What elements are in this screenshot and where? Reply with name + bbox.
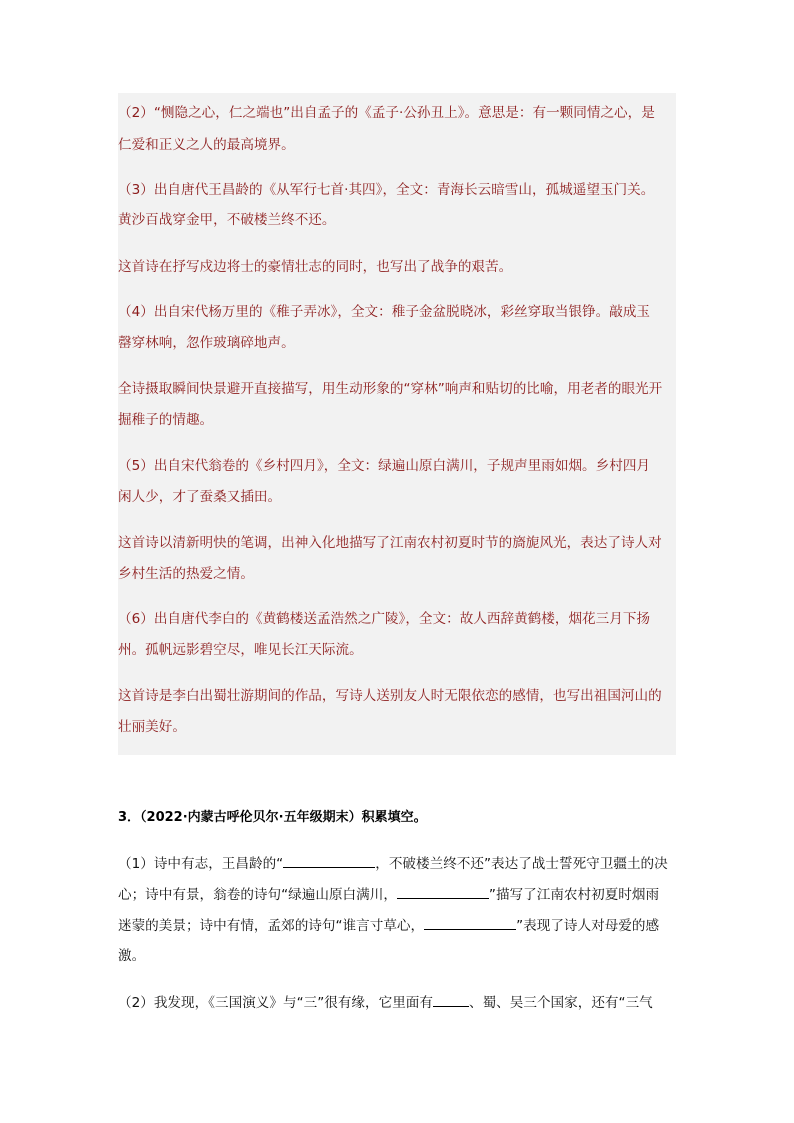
text-segment: 、蜀、吴三个国家，还有“三气 [469, 995, 653, 1011]
answer-item-6-note-2: 壮丽美好。 [118, 719, 186, 735]
question-3-title: 3．（2022·内蒙古呼伦贝尔·五年级期末）积累填空。 [118, 810, 427, 825]
text-segment: 迷蒙的美景；诗中有情，孟郊的诗句“谁言寸草心， [118, 918, 425, 934]
question-3-part-1-line-1 [118, 853, 668, 874]
answer-item-3-note: 这首诗在抒写戍边将士的豪情壮志的同时，也写出了战争的艰苦。 [118, 259, 513, 275]
answer-item-5-line-1: （5）出自宋代翁卷的《乡村四月》，全文：绿遍山原白满川，子规声里雨如烟。乡村四月 [118, 458, 651, 474]
text-segment: ，不破楼兰终不还”表达了战士誓死守卫疆土的决 [375, 856, 668, 872]
answer-blank-3[interactable] [424, 915, 516, 930]
answer-item-2-line-1: （2）“恻隐之心，仁之端也”出自孟子的《孟子·公孙丑上》。意思是：有一颗同情之心，是 [118, 105, 655, 121]
question-3-part-1-line-3 [118, 915, 659, 936]
text-segment: ”表现了诗人对母爱的感 [516, 918, 660, 934]
text-segment: （1）诗中有志，王昌龄的“ [118, 856, 284, 872]
answer-blank-2[interactable] [397, 884, 489, 899]
answer-item-5-line-2: 闲人少，才了蚕桑又插田。 [118, 489, 282, 505]
answer-item-6-note-1: 这首诗是李白出蜀壮游期间的作品，写诗人送别友人时无限依恋的感情，也写出祖国河山的 [118, 688, 662, 704]
answer-blank-1[interactable] [283, 853, 375, 868]
answer-item-4-line-2: 罄穿林响，忽作玻璃碎地声。 [118, 335, 295, 351]
text-segment: ”描写了江南农村初夏时烟雨 [488, 887, 660, 903]
answer-item-6-line-2: 州。孤帆远影碧空尽，唯见长江天际流。 [118, 642, 363, 658]
answer-item-2-line-2: 仁爱和正义之人的最高境界。 [118, 137, 295, 153]
question-3-part-2-line-1 [118, 992, 653, 1013]
answer-item-3-line-1: （3）出自唐代王昌龄的《从军行七首·其四》，全文：青海长云暗雪山，孤城遥望玉门关。 [118, 182, 655, 198]
answer-item-4-note-1: 全诗摄取瞬间快景避开直接描写，用生动形象的“穿林”响声和贴切的比喻，用老者的眼光开 [118, 381, 663, 397]
text-segment: 心；诗中有景，翁卷的诗句“绿遍山原白满川， [118, 887, 397, 903]
answer-item-5-note-2: 乡村生活的热爱之情。 [118, 566, 254, 582]
answer-item-3-line-2: 黄沙百战穿金甲，不破楼兰终不还。 [118, 212, 336, 228]
answer-item-4-line-1: （4）出自宋代杨万里的《稚子弄冰》，全文：稚子金盆脱晓冰，彩丝穿取当银铮。敲成玉 [118, 304, 651, 320]
text-segment: （2）我发现，《三国演义》与“三”很有缘，它里面有 [118, 995, 433, 1011]
answer-item-6-line-1: （6）出自唐代李白的《黄鹤楼送孟浩然之广陵》，全文：故人西辞黄鹤楼，烟花三月下扬 [118, 611, 651, 627]
question-3-part-1-line-2 [118, 884, 659, 905]
answer-item-4-note-2: 掘稚子的情趣。 [118, 412, 214, 428]
answer-blank-4[interactable] [433, 992, 469, 1007]
answer-item-5-note-1: 这首诗以清新明快的笔调，出神入化地描写了江南农村初夏时节的旖旎风光，表达了诗人对 [118, 535, 662, 551]
question-3-part-1-line-4: 激。 [118, 948, 146, 964]
